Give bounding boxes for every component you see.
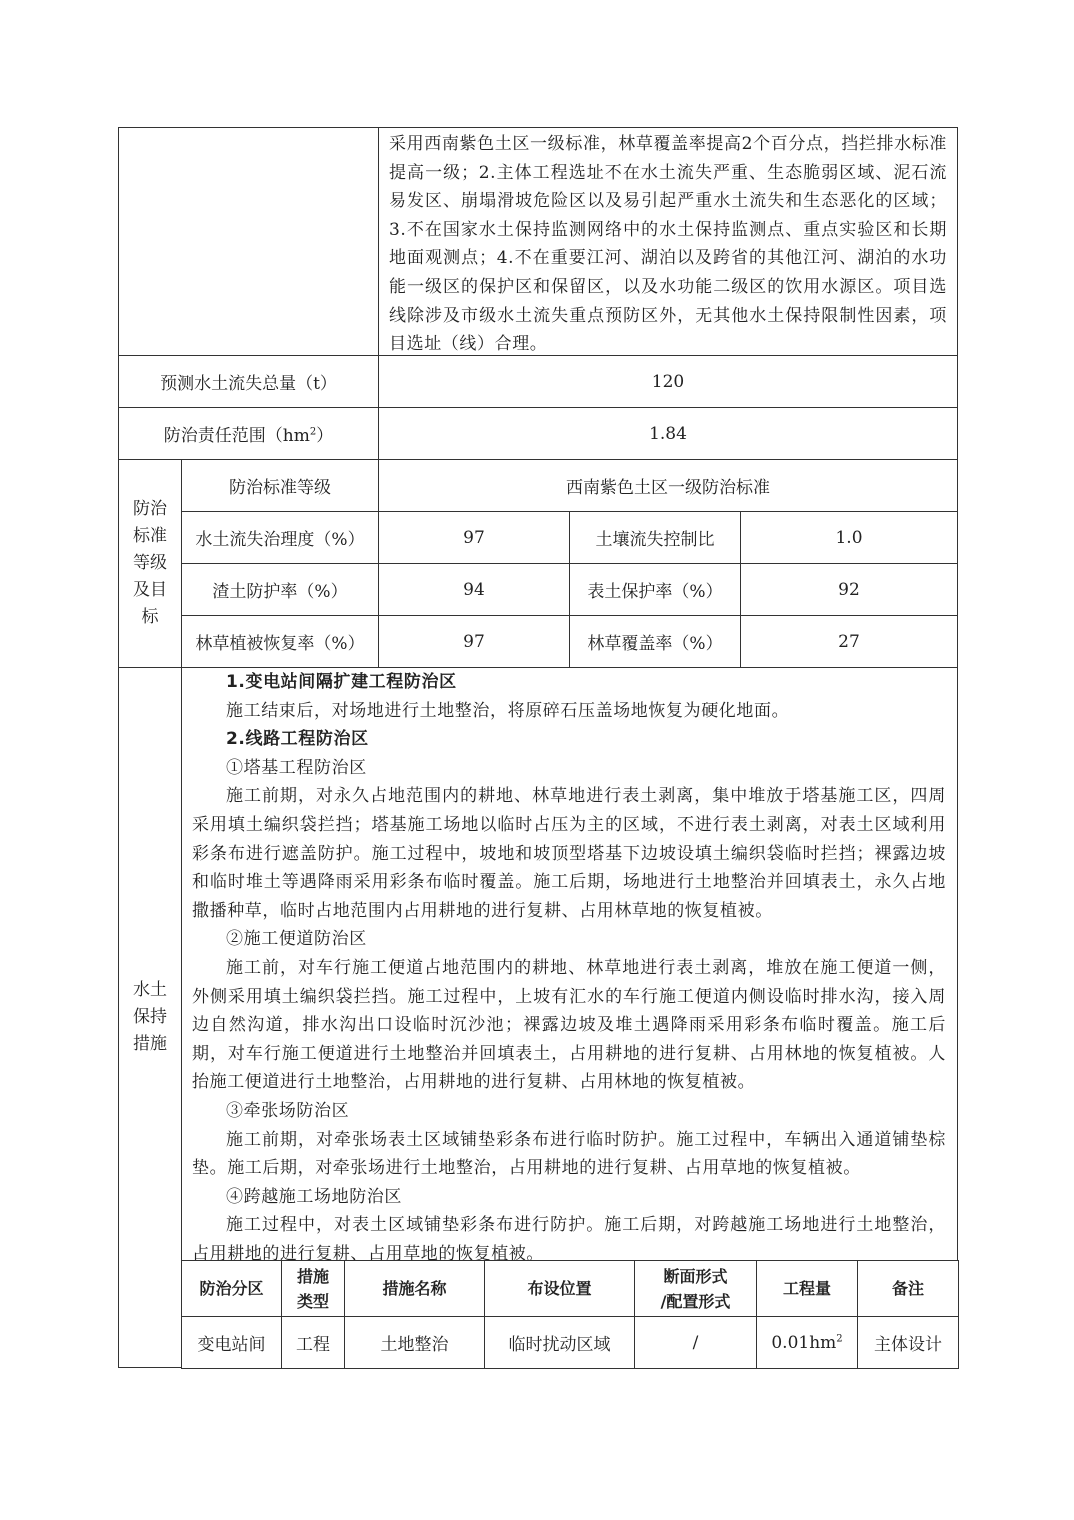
measure-paragraph: 施工前期，对永久占地范围内的耕地、林草地进行表土剥离，集中堆放于塔基施工区，四周采用填土编织袋拦挡；塔基施工场地以临时占压为主的区域，不进行表土剥离，对表土区域利用彩条布进行遮盖防护。施工过程中，坡地和坡顶型塔基下边坡设填土编织袋临时拦挡；裸露边坡和临时堆土等遇降雨采用彩条布临时覆盖。施工后期，场地进行土地整治并回填表土，永久占地撒播种草，临时占地范围内占用耕地的进行复耕、占用林草地的恢复植被。 [192,786,946,921]
measure-paragraph: 施工前，对车行施工便道占地范围内的耕地、林草地进行表土剥离，堆放在施工便道一侧，外侧采用填土编织袋拦挡。施工过程中，上坡有汇水的车行施工便道内侧设临时排水沟，接入周边自然沟道，排水沟出口设临时沉沙池；裸露边坡及堆土遇降雨采用彩条布临时覆盖。施工后期，对车行施工便道进行土地整治并回填表土，占用耕地的进行复耕、占用林地的恢复植被。人抬施工便道进行土地整治，占用耕地的进行复耕、占用林地的恢复植被。 [192,957,946,1093]
siting-analysis-text: 采用西南紫色土区一级标准，林草覆盖率提高2个百分点，挡拦排水标准提高一级；2.主体工程选址不在水土流失严重、生态脆弱区域、泥石流易发区、崩塌滑坡危险区以及易引起严重水土流失和生态恶化的区域；3.不在国家水土保持监测网络中的水土保持监测点、重点实验区和长期地面观测点；4.不在重要江河、湖泊以及跨省的其他江河、湖泊的水功能一级区的保护区和保留区，以及水功能二级区的饮用水源区。项目选线除涉及市级水土流失重点预防区外，无其他水土保持限制性因素，项目选址（线）合理。 [389,134,947,355]
table-cell: 土地整治 [344,1316,485,1369]
standards-group-label: 防治 标准 等级 及目 标 [118,459,182,668]
measure-paragraph: 施工前期，对牵张场表土区域铺垫彩条布进行临时防护。施工过程中，车辆出入通道铺垫棕垫。施工后期，对牵张场进行土地整治，占用耕地的进行复耕、占用草地的恢复植被。 [192,1129,946,1179]
top-text-cell [378,127,958,356]
table-cell: 变电站间 [181,1316,282,1369]
section-heading: 1.变电站间隔扩建工程防治区 [226,672,457,692]
measures-group-label: 水土 保持 措施 [118,667,182,1368]
target-value: 92 [740,563,958,616]
target-label: 林草植被恢复率（%） [181,615,379,668]
table-header-cell: 措施名称 [344,1260,485,1317]
table-header-cell: 工程量 [756,1260,858,1317]
table-header-cell: 防治分区 [181,1260,282,1317]
responsibility-area-value: 1.84 [378,407,958,460]
subsection-title: ④跨越施工场地防治区 [226,1186,402,1207]
target-value: 94 [378,563,570,616]
table-header-cell: 措施 类型 [281,1260,345,1317]
table-cell: / [634,1316,757,1369]
target-value: 97 [378,511,570,564]
table-header-cell: 断面形式 /配置形式 [634,1260,757,1317]
subsection-title: ①塔基工程防治区 [226,757,367,778]
target-label: 表土保护率（%） [569,563,741,616]
table-cell: 临时扰动区域 [484,1316,635,1369]
top-left-empty-cell [118,127,379,356]
standard-level-value: 西南紫色土区一级防治标准 [378,459,958,512]
table-cell: 主体设计 [857,1316,959,1369]
target-value: 1.0 [740,511,958,564]
table-cell: $0.01hm^2$ [756,1316,858,1369]
target-label: 林草覆盖率（%） [569,615,741,668]
target-value: 27 [740,615,958,668]
measures-text [192,668,946,1268]
subsection-title: ②施工便道防治区 [226,929,367,950]
measure-paragraph: 施工结束后，对场地进行土地整治，将原碎石压盖场地恢复为硬化地面。 [226,700,790,721]
predicted-loss-value: 120 [378,355,958,408]
responsibility-area-label: 防治责任范围$(hm^2)$ [118,407,379,460]
measures-text-cell [181,667,958,1264]
standard-level-label: 防治标准等级 [181,459,379,512]
table-header-cell: 布设位置 [484,1260,635,1317]
table-cell: 工程 [281,1316,345,1369]
target-value: 97 [378,615,570,668]
subsection-title: ③牵张场防治区 [226,1100,350,1121]
target-label: 土壤流失控制比 [569,511,741,564]
predicted-loss-label: 预测水土流失总量（t） [118,355,379,408]
table-header-cell: 备注 [857,1260,959,1317]
measure-paragraph: 施工过程中，对表土区域铺垫彩条布进行防护。施工后期，对跨越施工场地进行土地整治，占用耕地的进行复耕、占用草地的恢复植被。 [192,1215,946,1264]
target-label: 渣土防护率（%） [181,563,379,616]
target-label: 水土流失治理度（%） [181,511,379,564]
section-heading: 2.线路工程防治区 [226,729,369,750]
